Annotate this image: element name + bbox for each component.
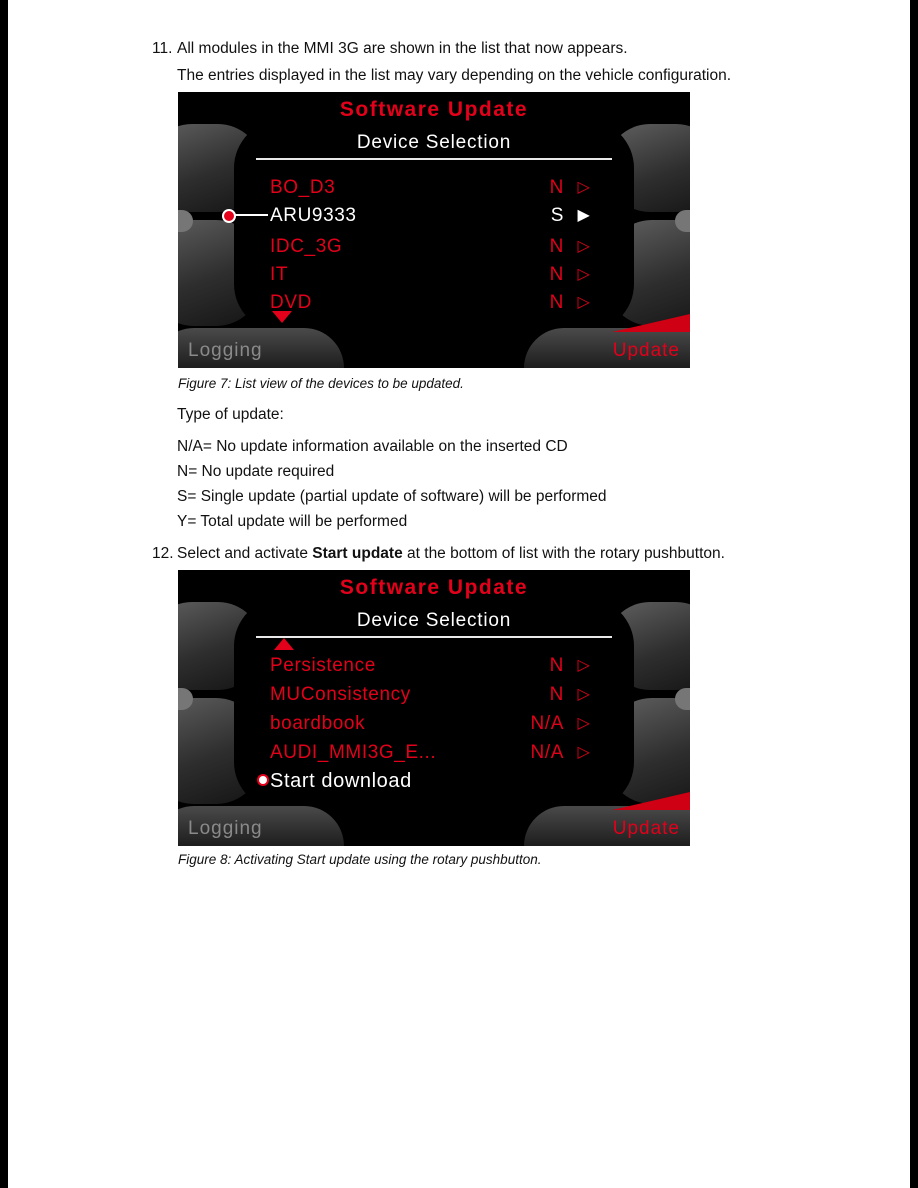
arrow-right-icon: ▷ [577, 744, 591, 761]
device-label: ARU9333 [270, 205, 357, 226]
mmi-softkey-bar [178, 812, 690, 846]
device-list-item [178, 176, 690, 200]
rotary-selector-dot-icon [257, 774, 269, 786]
type-of-update-line: Y= Total update will be performed [177, 513, 408, 530]
device-list-item [178, 235, 690, 259]
figure7-caption: Figure 7: List view of the devices to be updated. [178, 376, 464, 391]
arrow-right-icon: ▷ [577, 686, 591, 703]
device-label: IT [270, 264, 289, 285]
device-selection-header: Device Selection [356, 610, 512, 631]
mmi-screen-title: Software Update [339, 98, 529, 121]
step11-line2: The entries displayed in the list may vary depending on the vehicle configuration. [177, 67, 732, 84]
device-selection-header: Device Selection [356, 132, 512, 153]
scroll-down-icon [272, 311, 292, 323]
device-list-item-selected [178, 769, 690, 793]
mmi-screenshot-figure8 [178, 570, 690, 846]
header-divider [256, 158, 612, 160]
step11-line1: All modules in the MMI 3G are shown in the list that now appears. [177, 40, 628, 57]
type-of-update-line: N/A= No update information available on the inserted CD [177, 438, 568, 455]
update-status: N [549, 264, 564, 285]
device-list-item [178, 712, 690, 736]
page-edge-right [910, 0, 918, 1188]
arrow-right-icon: ▷ [577, 715, 591, 732]
step12-text-post: at the bottom of list with the rotary pushbutton. [402, 545, 725, 562]
device-label: MUConsistency [270, 684, 411, 705]
rotary-selector-line [235, 214, 268, 216]
arrow-right-icon: ▷ [577, 294, 591, 311]
device-label: DVD [270, 292, 312, 313]
type-of-update-line: S= Single update (partial update of software) will be performed [177, 488, 607, 505]
step11-number: 11. [152, 40, 173, 57]
device-label: BO_D3 [270, 177, 336, 198]
update-status: S [550, 205, 564, 226]
mmi-screenshot-figure7 [178, 92, 690, 368]
update-softkey: Update [612, 818, 680, 839]
device-label: boardbook [270, 713, 366, 734]
logging-softkey: Logging [188, 818, 263, 839]
rotary-selector-icon [222, 209, 236, 223]
figure8-caption: Figure 8: Activating Start update using the rotary pushbutton. [178, 852, 542, 867]
update-status: N/A [530, 742, 564, 763]
device-list-item [178, 741, 690, 765]
page-edge-left [0, 0, 8, 1188]
device-list-item [178, 683, 690, 707]
arrow-right-icon: ▷ [577, 238, 591, 255]
arrow-right-icon: ▷ [577, 266, 591, 283]
type-of-update-title: Type of update: [177, 406, 284, 423]
step12-text-pre: Select and activate [177, 545, 313, 562]
device-list-item [178, 291, 690, 315]
device-list-item-selected [178, 204, 690, 228]
step12-line [177, 545, 725, 563]
header-divider [256, 636, 612, 638]
arrow-right-icon: ▷ [577, 657, 591, 674]
start-download-label: Start download [270, 770, 412, 792]
update-status: N/A [530, 713, 564, 734]
update-status: N [549, 655, 564, 676]
scroll-up-icon [274, 638, 294, 650]
update-status: N [549, 236, 564, 257]
type-of-update-line: N= No update required [177, 463, 335, 480]
device-label: IDC_3G [270, 236, 343, 257]
device-label: Persistence [270, 655, 376, 676]
arrow-right-icon: ▷ [577, 179, 591, 196]
arrow-right-filled-icon: ▶ [577, 207, 591, 224]
update-status: N [549, 292, 564, 313]
step12-text-bold: Start update [312, 545, 403, 562]
update-softkey: Update [612, 340, 680, 361]
logging-softkey: Logging [188, 340, 263, 361]
step12-number: 12. [152, 545, 174, 562]
mmi-screen-title: Software Update [339, 576, 529, 599]
update-status: N [549, 684, 564, 705]
update-status: N [549, 177, 564, 198]
mmi-softkey-bar [178, 334, 690, 368]
device-label: AUDI_MMI3G_E... [270, 742, 437, 763]
device-list-item [178, 654, 690, 678]
device-list-item [178, 263, 690, 287]
